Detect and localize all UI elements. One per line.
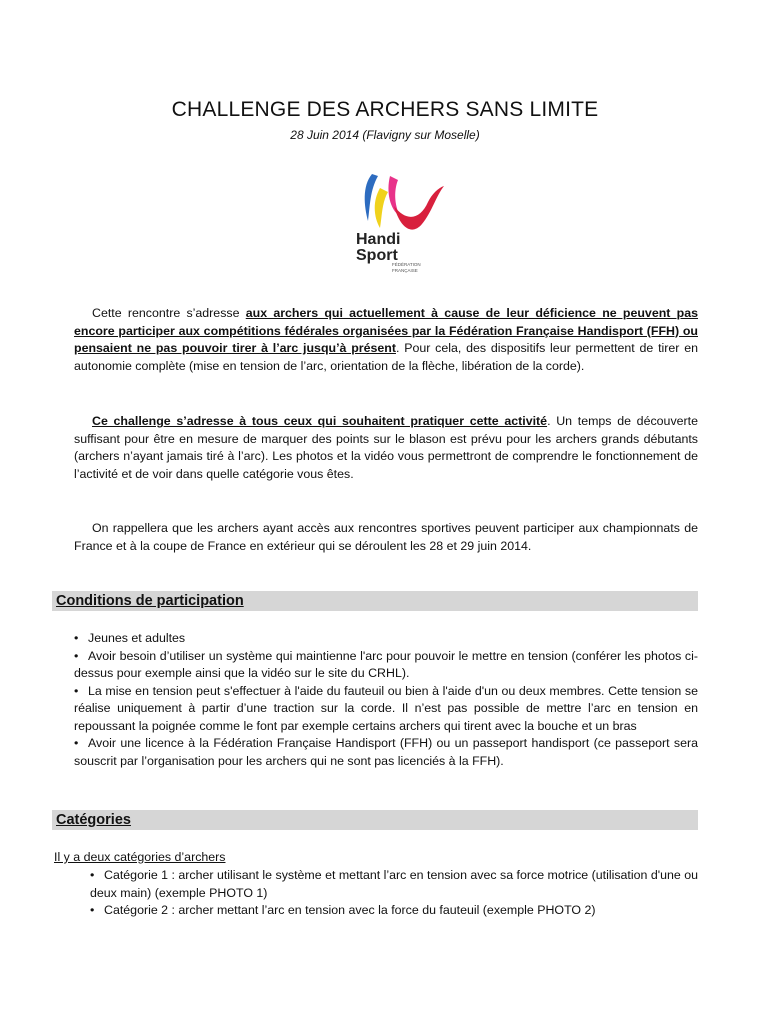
- logo-red-swoosh: [394, 186, 444, 230]
- conditions-list: [74, 630, 698, 770]
- list-item: [74, 683, 698, 736]
- bullet-icon: •: [74, 683, 79, 698]
- category-text: Catégorie 1 : archer utilisant le système et mettant l’arc en tension avec sa force motrice (utilisation d'une ou deux main) (exemple PHOTO 1): [90, 868, 698, 900]
- list-item: [74, 630, 698, 648]
- logo-word-handi: Handi: [356, 231, 401, 248]
- handisport-logo: [350, 166, 446, 278]
- handisport-logo-graphic: [350, 166, 446, 278]
- categories-intro: Il y a deux catégories d’archers: [54, 850, 226, 864]
- intro-p2-rest: . Un temps de découverte suffisant pour être en mesure de marquer des points sur le blason est prévu pour les archers grands débutants (archers n’ayant jamais tiré à l’arc). Les photos et la vidéo vous permettront de comprendre le fonctionnement de l’activité et de voir dans quelle catégorie vous êtes.: [74, 414, 698, 481]
- bullet-icon: •: [90, 903, 95, 917]
- logo-word-sport: Sport: [356, 247, 398, 264]
- intro-p1-underlined: aux archers qui actuellement à cause de leur déficience ne peuvent pas encore participer aux compétitions fédérales organisées par la Fédération Française Handisport (FFH) ou pensaient ne pas pouvoir tirer à l’arc jusqu’à présent: [74, 306, 699, 355]
- conditions-heading-text: Conditions de participation: [56, 593, 244, 609]
- logo-pink-stroke: [388, 176, 400, 216]
- logo-tag-1: FÉDÉRATION: [392, 262, 421, 267]
- condition-text: La mise en tension peut s'effectuer à l'aide du fauteuil ou bien à l'aide d'un ou deux membres. Cette tension se réalise uniquement à partir d’une traction sur la corde. Il n’est pas possible de mettre l’arc en tension en repoussant la poignée comme le font par exemple certains archers qui tirent avec la bouche et un bras: [74, 683, 698, 733]
- categories-heading-text: Catégories: [56, 812, 131, 828]
- logo-tag-2: FRANÇAISE: [392, 268, 418, 273]
- section-heading-categories: [52, 810, 698, 830]
- intro-paragraph-3: On rappellera que les archers ayant accès aux rencontres sportives peuvent participer aux championnats de France et à la coupe de France en extérieur qui se déroulent les 28 et 29 juin 2014.: [74, 521, 698, 553]
- logo-yellow-stroke: [375, 188, 388, 228]
- bullet-icon: •: [74, 736, 79, 750]
- condition-text: Avoir une licence à la Fédération Française Handisport (FFH) ou un passeport handisport (ce passeport sera souscrit par l’organisation pour les archers qui ne sont pas licenciés à la FFH).: [74, 736, 698, 768]
- intro-p1-rest: . Pour cela, des dispositifs leur permettent de tirer en autonomie complète (mise en tension de l’arc, orientation de la flèche, libération de la corde).: [74, 341, 698, 373]
- intro-paragraph-2: [74, 413, 698, 483]
- category-text: Catégorie 2 : archer mettant l’arc en tension avec la force du fauteuil (exemple PHOTO 2): [104, 903, 596, 917]
- list-item: [90, 902, 698, 920]
- list-item: [74, 735, 698, 770]
- intro-p2-underlined: Ce challenge s’adresse à tous ceux qui souhaitent pratiquer cette activité: [92, 414, 548, 428]
- bullet-icon: •: [74, 631, 79, 645]
- condition-text: Avoir besoin d’utiliser un système qui maintienne l'arc pour pouvoir le mettre en tension (conférer les photos ci-dessus pour exemple ainsi que la vidéo sur le site du CRHL).: [74, 648, 698, 680]
- page-title: CHALLENGE DES ARCHERS SANS LIMITE: [171, 98, 599, 121]
- intro-p1-lead: Cette rencontre s’adresse: [92, 306, 246, 320]
- categories-list: [90, 867, 698, 920]
- section-heading-conditions: [52, 591, 698, 611]
- list-item: [74, 648, 698, 683]
- intro-paragraph-1: [74, 305, 698, 375]
- bullet-icon: •: [74, 648, 79, 663]
- list-item: [90, 867, 698, 902]
- condition-text: Jeunes et adultes: [88, 631, 186, 645]
- page-subtitle: 28 Juin 2014 (Flavigny sur Moselle): [290, 128, 480, 142]
- bullet-icon: •: [90, 868, 95, 882]
